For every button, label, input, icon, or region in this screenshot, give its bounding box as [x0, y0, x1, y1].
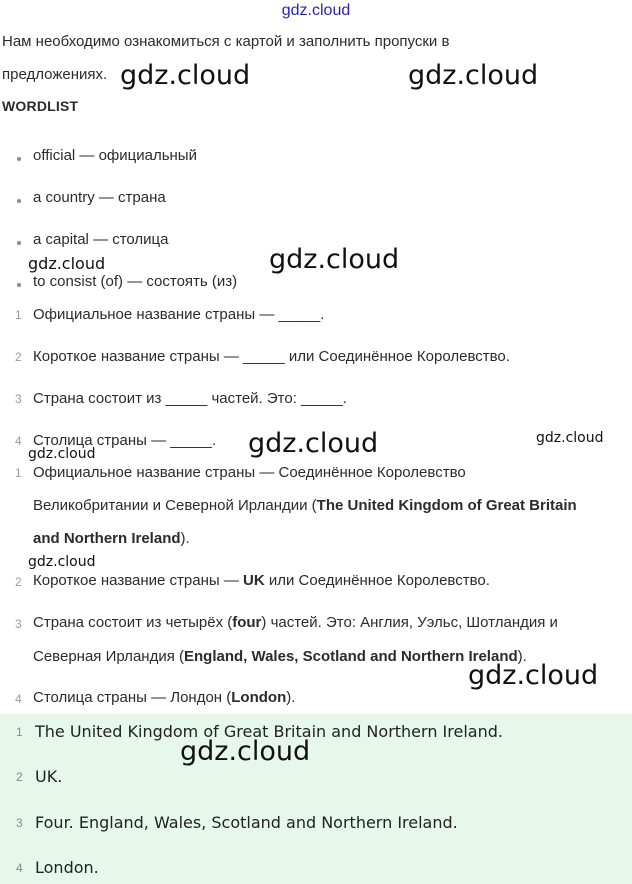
- watermark: gdz.cloud: [269, 244, 400, 275]
- answer-number: 2: [16, 770, 23, 784]
- watermark: gdz.cloud: [28, 446, 96, 462]
- answer-text: Короткое название страны —: [33, 572, 243, 589]
- watermark: gdz.cloud: [468, 660, 599, 691]
- task-text: Короткое название страны — _____ или Соединённое Королевство.: [33, 348, 510, 365]
- wordlist-item: a capital — столица: [33, 231, 169, 248]
- answer-number: 1: [15, 466, 22, 480]
- answer-bold-text: and Northern Ireland: [33, 530, 181, 547]
- answer-text: Столица страны — Лондон (: [33, 689, 232, 706]
- answer-bold-text: UK: [243, 572, 265, 589]
- english-answer: Four. England, Wales, Scotland and Northern Ireland.: [35, 813, 458, 832]
- answer-text: Северная Ирландия (: [33, 648, 184, 665]
- answer-text: или Соединённое Королевство.: [264, 572, 490, 589]
- english-answer: The United Kingdom of Great Britain and Northern Ireland.: [35, 722, 503, 741]
- task-number: 3: [15, 392, 22, 406]
- wordlist-item: a country — страна: [33, 189, 166, 206]
- answer-bold-text: London: [231, 689, 287, 706]
- answer-2: [33, 572, 490, 589]
- answer-text: ).: [517, 648, 527, 665]
- intro-line-1: Нам необходимо ознакомиться с картой и заполнить пропуски в: [2, 33, 450, 50]
- bullet-icon: [17, 199, 21, 203]
- answer-number: 4: [15, 692, 22, 706]
- bullet-icon: [17, 283, 21, 287]
- answer-3-line-2: [33, 648, 527, 665]
- answer-number: 4: [16, 861, 23, 875]
- answer-4: [33, 689, 295, 706]
- answer-3-line-1: [33, 614, 558, 631]
- intro-line-2: предложениях.: [2, 66, 108, 83]
- english-answer: London.: [35, 858, 99, 877]
- answer-number: 3: [15, 617, 22, 631]
- task-number: 1: [15, 308, 22, 322]
- task-text: Столица страны — _____.: [33, 432, 217, 449]
- watermark: gdz.cloud: [120, 60, 251, 91]
- watermark: gdz.cloud: [408, 60, 539, 91]
- bullet-icon: [17, 241, 21, 245]
- answer-1-line-2: [33, 497, 577, 514]
- answer-text: Великобритании и Северной Ирландии (: [33, 497, 317, 514]
- task-number: 2: [15, 350, 22, 364]
- wordlist-heading: WORDLIST: [2, 98, 79, 114]
- answer-text: ).: [286, 689, 296, 706]
- watermark: gdz.cloud: [28, 554, 96, 570]
- watermark: gdz.cloud: [180, 736, 311, 767]
- top-watermark: gdz.cloud: [281, 2, 351, 19]
- english-answer: UK.: [35, 767, 63, 786]
- wordlist-item: official — официальный: [33, 147, 197, 164]
- answer-text: Страна состоит из четырёх (: [33, 614, 233, 631]
- answer-bold-text: England, Wales, Scotland and Northern Ireland: [183, 648, 518, 665]
- task-number: 4: [15, 434, 22, 448]
- answer-number: 3: [16, 816, 23, 830]
- answer-text: ) частей. Это: Англия, Уэльс, Шотландия и: [261, 614, 558, 631]
- watermark: gdz.cloud: [28, 254, 106, 273]
- watermark: gdz.cloud: [248, 428, 379, 459]
- wordlist-item: to consist (of) — состоять (из): [33, 273, 238, 290]
- watermark: gdz.cloud: [536, 430, 604, 446]
- answer-1-line-3: [33, 530, 190, 547]
- bullet-icon: [17, 157, 21, 161]
- task-text: Страна состоит из _____ частей. Это: _____.: [33, 390, 347, 407]
- answer-1-line-1: Официальное название страны — Соединённое Королевство: [33, 464, 466, 481]
- answer-number: 2: [15, 575, 22, 589]
- answer-text: ).: [180, 530, 190, 547]
- task-text: Официальное название страны — _____.: [33, 306, 325, 323]
- answer-number: 1: [16, 725, 23, 739]
- answer-bold-text: four: [232, 614, 262, 631]
- answer-bold-text: The United Kingdom of Great Britain: [316, 497, 577, 514]
